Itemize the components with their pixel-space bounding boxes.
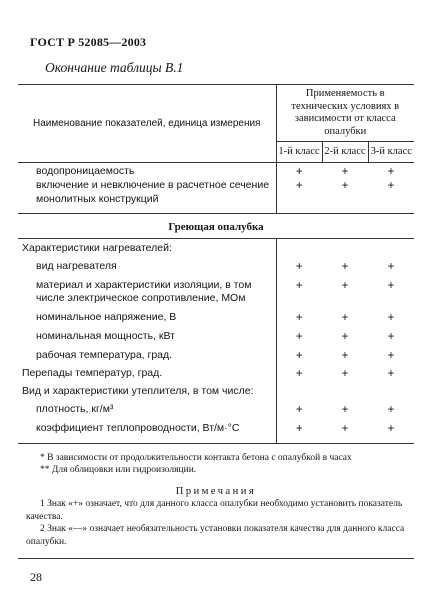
column-header-name: Наименование показателей, единица измерения — [18, 85, 276, 163]
table-row — [18, 345, 414, 364]
note-item: 1 Знак «+» означает, что для данного класса опалубки необходимо установить показатель качества. — [26, 499, 403, 522]
mark: + — [341, 330, 349, 343]
mark — [276, 239, 322, 256]
mark: + — [387, 330, 395, 343]
mark: + — [341, 180, 349, 193]
row-name: водопроницаемость — [18, 162, 276, 179]
footnote: ** Для облицовки или гидроизоляции. — [40, 465, 197, 476]
row-name: материал и характеристики изоляции, в том числе электрическое сопротивление, МОм — [18, 275, 276, 306]
mark: + — [387, 260, 395, 273]
mark: + — [387, 423, 395, 436]
row-name: плотность, кг/м³ — [18, 398, 276, 418]
row-name: номинальная мощность, кВт — [18, 326, 276, 345]
section-title: Греющая опалубка — [18, 213, 414, 238]
column-header-applicability: Применяемость в технических условиях в зависимости от класса опалубки — [276, 85, 414, 142]
mark: + — [387, 279, 395, 292]
class-3-header: 3-й класс — [368, 142, 414, 162]
table-row — [18, 418, 414, 443]
mark: + — [295, 330, 303, 343]
class-2-header: 2-й класс — [322, 142, 368, 162]
mark: + — [341, 165, 349, 178]
mark: + — [295, 279, 303, 292]
footnote: * В зависимости от продолжительности контакта бетона с опалубкой в часах — [40, 453, 352, 464]
row-name: номинальное напряжение, В — [18, 306, 276, 326]
mark: + — [341, 349, 349, 362]
table-row — [18, 256, 414, 275]
mark: + — [341, 311, 349, 324]
section-row — [18, 213, 414, 238]
table-row — [18, 162, 414, 179]
mark — [368, 239, 414, 256]
specification-table — [18, 84, 414, 559]
mark: + — [341, 279, 349, 292]
mark — [322, 239, 368, 256]
document-id: ГОСТ Р 52085—2003 — [30, 35, 147, 49]
mark: + — [387, 404, 395, 417]
row-name: коэффициент теплопроводности, Вт/м·°С — [18, 418, 276, 443]
mark: + — [387, 180, 395, 193]
table-row — [18, 364, 414, 382]
row-name: Характеристики нагревателей: — [18, 239, 276, 256]
header-row — [18, 85, 414, 142]
mark — [276, 382, 322, 399]
table-row — [18, 382, 414, 399]
table-row — [18, 275, 414, 306]
table-row — [18, 306, 414, 326]
mark — [368, 382, 414, 399]
row-name: вид нагревателя — [18, 256, 276, 275]
mark: + — [387, 165, 395, 178]
mark: + — [341, 260, 349, 273]
row-name: рабочая температура, град. — [18, 345, 276, 364]
table-caption: Окончание таблицы В.1 — [45, 60, 184, 75]
table-row — [18, 326, 414, 345]
mark: + — [295, 349, 303, 362]
row-name: включение и невключение в расчетное сечение монолитных конструкций — [18, 179, 276, 213]
mark: + — [295, 423, 303, 436]
table-row — [18, 239, 414, 256]
note-item: 2 Знак «—» означает необязательность установки показателя качества для данного класса опалубки. — [26, 524, 405, 547]
mark: + — [387, 311, 395, 324]
mark: + — [387, 349, 395, 362]
class-1-header: 1-й класс — [276, 142, 322, 162]
mark: + — [295, 165, 303, 178]
page-number: 28 — [30, 570, 42, 584]
notes-title: Примечания — [175, 485, 257, 497]
mark: + — [341, 367, 349, 380]
mark: + — [295, 260, 303, 273]
mark — [322, 382, 368, 399]
notes-block — [18, 444, 414, 559]
row-name: Вид и характеристики утеплителя, в том числе: — [18, 382, 276, 399]
mark: + — [341, 423, 349, 436]
mark: + — [387, 367, 395, 380]
mark: + — [295, 404, 303, 417]
notes-row — [18, 444, 414, 559]
mark: + — [341, 404, 349, 417]
mark: + — [295, 180, 303, 193]
table-row — [18, 398, 414, 418]
row-name: Перепады температур, град. — [18, 364, 276, 382]
table-row — [18, 179, 414, 213]
mark: + — [295, 367, 303, 380]
mark: + — [295, 311, 303, 324]
